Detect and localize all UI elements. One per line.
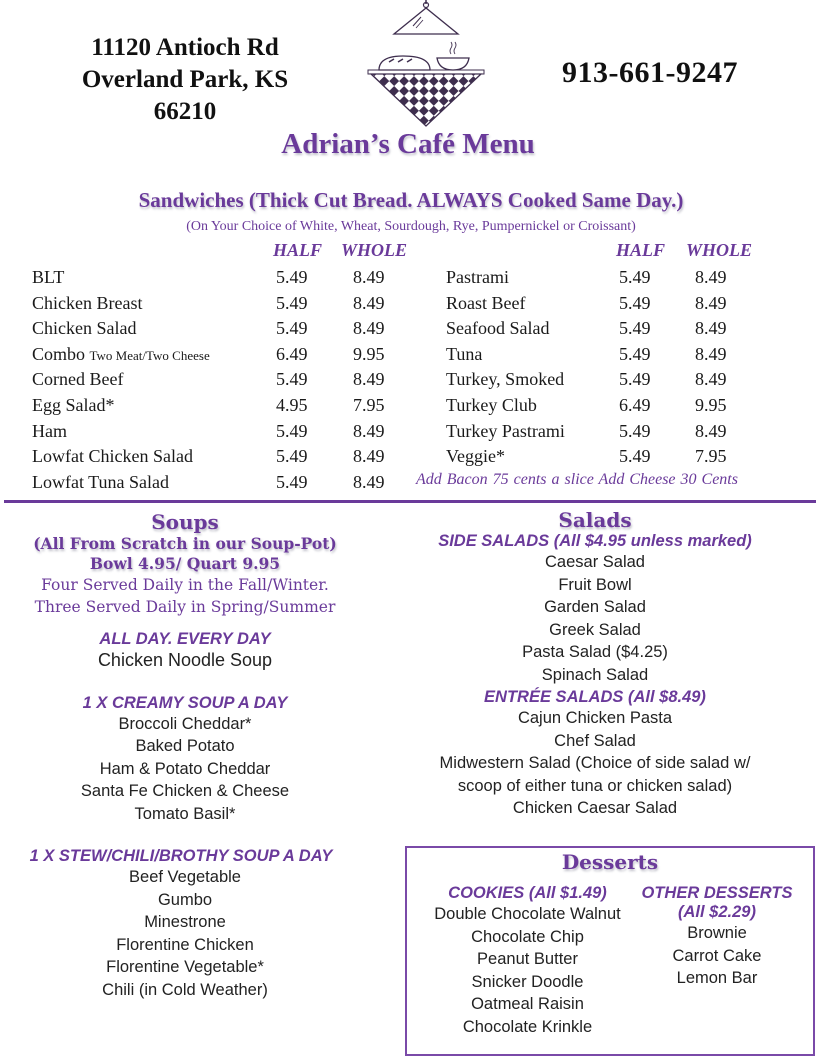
- cookies-list: [415, 903, 640, 1038]
- sandwich-name: Turkey Pastrami: [446, 420, 565, 441]
- col-whole-left: WHOLE: [341, 240, 408, 260]
- dessert-item: Carrot Cake: [672, 946, 762, 965]
- half-price: 5.49: [619, 446, 651, 467]
- everyday-list: [0, 649, 370, 672]
- col-half-left: HALF: [273, 240, 323, 260]
- whole-price: 7.95: [353, 395, 385, 415]
- sandwich-name-text: BLT: [32, 267, 65, 287]
- entree-salads-heading: ENTRÉE SALADS (All $8.49): [484, 688, 706, 706]
- sandwich-row: [32, 419, 402, 445]
- sandwich-row: [32, 316, 402, 342]
- address-block: [60, 32, 310, 128]
- sandwich-name: Roast Beef: [446, 292, 526, 313]
- soups-section: [0, 510, 370, 1001]
- stew-heading: 1 X STEW/CHILI/BROTHY SOUP A DAY: [29, 847, 333, 865]
- salads-heading: Salads: [558, 508, 632, 532]
- half-price: 5.49: [619, 420, 651, 441]
- address-street: 11120 Antioch Rd: [91, 34, 279, 61]
- half-price: 5.49: [276, 292, 308, 313]
- half-price: 5.49: [619, 369, 651, 390]
- side-salads-list: [405, 551, 785, 686]
- cookies-column: [415, 884, 640, 1038]
- sandwich-row: [446, 316, 776, 342]
- half-price: 5.49: [619, 318, 651, 339]
- bread-choices-note: (On Your Choice of White, Wheat, Sourdough, Rye, Pumpernickel or Croissant): [186, 219, 636, 234]
- soups-price: Bowl 4.95/ Quart 9.95: [89, 554, 281, 573]
- half-price: 5.49: [276, 267, 308, 287]
- salads-section: [405, 508, 785, 820]
- sandwich-name: [32, 393, 115, 417]
- desserts-section: [405, 846, 815, 1056]
- whole-price: 8.49: [695, 343, 727, 364]
- section-divider: [4, 500, 816, 503]
- sandwich-name: Turkey Club: [446, 395, 537, 415]
- sandwich-note: Two Meat/Two Cheese: [89, 347, 210, 363]
- half-price: 5.49: [276, 369, 308, 390]
- sandwich-row: [32, 393, 402, 419]
- sandwich-name-text: Ham: [32, 420, 67, 441]
- whole-price: 8.49: [353, 267, 385, 287]
- cookie-item: Chocolate Krinkle: [462, 1017, 593, 1036]
- whole-price: 9.95: [695, 395, 727, 415]
- sandwich-name: [32, 470, 169, 494]
- soup-item: Chili (in Cold Weather): [102, 980, 268, 999]
- half-price: 5.49: [619, 292, 651, 313]
- address-zip: 66210: [153, 98, 217, 125]
- whole-price: 8.49: [353, 446, 385, 467]
- cookie-item: Double Chocolate Walnut: [434, 905, 621, 923]
- side-salads-heading: SIDE SALADS (All $4.95 unless marked): [438, 532, 752, 550]
- sandwich-name: Veggie*: [446, 446, 505, 467]
- sandwich-row: [32, 470, 402, 496]
- sandwich-name-text: Combo: [32, 343, 86, 364]
- sandwich-name: Seafood Salad: [446, 318, 550, 339]
- soup-item: Florentine Vegetable*: [106, 958, 264, 976]
- sandwich-row: [32, 367, 402, 393]
- soup-item: Broccoli Cheddar*: [118, 714, 252, 733]
- salad-item: Spinach Salad: [541, 665, 649, 684]
- half-price: 5.49: [276, 318, 308, 339]
- sandwich-name: [32, 316, 136, 340]
- other-desserts-heading: OTHER DESSERTS: [641, 884, 793, 902]
- soup-item: Florentine Chicken: [116, 935, 254, 954]
- sandwich-name: [32, 265, 64, 289]
- salad-item: Chef Salad: [554, 731, 636, 750]
- whole-price: 8.49: [695, 292, 727, 313]
- salad-item: Chicken Caesar Salad: [512, 799, 678, 817]
- sandwich-name: [32, 444, 193, 468]
- addons-note: Add Bacon 75 cents a slice Add Cheese 30 Cents: [416, 471, 738, 488]
- cookie-item: Snicker Doodle: [471, 972, 584, 991]
- phone-number[interactable]: 913-661-9247: [562, 56, 738, 89]
- sandwich-name-text: Egg Salad*: [32, 395, 115, 415]
- sandwich-row: [446, 367, 776, 393]
- whole-price: 8.49: [695, 267, 727, 287]
- sandwich-name: [32, 342, 210, 368]
- whole-price: 9.95: [353, 343, 385, 364]
- soup-item: Tomato Basil*: [134, 804, 236, 823]
- sandwich-name: Pastrami: [446, 267, 509, 287]
- sandwich-name: Tuna: [446, 343, 483, 364]
- whole-price: 8.49: [353, 420, 385, 441]
- sandwich-name-text: Chicken Breast: [32, 292, 143, 313]
- sandwich-name: [32, 367, 123, 391]
- soup-item: Gumbo: [157, 890, 213, 909]
- half-price: 4.95: [276, 395, 308, 415]
- creamy-list: [0, 713, 370, 826]
- address-city: Overland Park, KS: [81, 66, 289, 93]
- soup-item: Minestrone: [144, 913, 226, 931]
- soup-item: Santa Fe Chicken & Cheese: [80, 782, 290, 800]
- sandwich-name: Turkey, Smoked: [446, 369, 565, 390]
- sandwich-row: [446, 419, 776, 445]
- whole-price: 8.49: [695, 369, 727, 390]
- half-price: 5.49: [276, 471, 308, 492]
- salad-item: Midwestern Salad (Choice of side salad w/: [439, 754, 751, 772]
- soup-item: Ham & Potato Cheddar: [99, 759, 271, 778]
- col-half-right: HALF: [616, 240, 666, 260]
- desserts-heading: Desserts: [561, 850, 659, 874]
- sandwich-name-text: Corned Beef: [32, 369, 124, 390]
- other-desserts-column: [629, 884, 805, 990]
- cafe-logo-icon: [363, 0, 489, 128]
- sandwich-row: [446, 444, 776, 470]
- stew-list: [0, 866, 370, 1001]
- salad-item: Cajun Chicken Pasta: [517, 709, 673, 727]
- whole-price: 8.49: [353, 318, 385, 339]
- cookie-item: Chocolate Chip: [471, 927, 584, 946]
- whole-price: 8.49: [695, 318, 727, 339]
- col-whole-right: WHOLE: [686, 240, 753, 260]
- whole-price: 8.49: [353, 292, 385, 313]
- salad-item: Fruit Bowl: [558, 575, 632, 594]
- soups-spring-note: Three Served Daily in Spring/Summer: [34, 598, 336, 616]
- sandwich-row: [32, 342, 402, 368]
- sandwich-row: [446, 342, 776, 368]
- soup-item: Beef Vegetable: [129, 868, 241, 886]
- salad-item: Greek Salad: [549, 620, 641, 639]
- half-price: 5.49: [619, 267, 651, 287]
- whole-price: 8.49: [695, 420, 727, 441]
- soups-scratch-note: (All From Scratch in our Soup-Pot): [33, 534, 337, 553]
- sandwiches-heading: Sandwiches (Thick Cut Bread. ALWAYS Cooked Same Day.): [138, 188, 684, 212]
- soup-item: Baked Potato: [135, 737, 235, 755]
- cookie-item: Oatmeal Raisin: [471, 995, 584, 1013]
- half-price: 5.49: [276, 446, 308, 467]
- salad-item: Garden Salad: [544, 598, 646, 616]
- soup-item: Chicken Noodle Soup: [97, 650, 273, 670]
- sandwich-name: [32, 419, 67, 443]
- whole-price: 8.49: [353, 471, 385, 492]
- sandwich-row: [32, 444, 402, 470]
- salad-item: Caesar Salad: [545, 553, 645, 571]
- soups-heading: Soups: [151, 510, 219, 534]
- salad-item: Pasta Salad ($4.25): [522, 643, 668, 661]
- other-desserts-list: [629, 922, 805, 990]
- sandwich-row: [32, 265, 402, 291]
- sandwich-name-text: Lowfat Tuna Salad: [32, 471, 169, 492]
- half-price: 6.49: [276, 343, 308, 364]
- sandwich-row: [446, 393, 776, 419]
- creamy-heading: 1 X CREAMY SOUP A DAY: [82, 693, 288, 712]
- whole-price: 8.49: [353, 369, 385, 390]
- dessert-item: Brownie: [687, 924, 747, 942]
- salad-item: scoop of either tuna or chicken salad): [457, 776, 733, 795]
- half-price: 5.49: [276, 420, 308, 441]
- entree-salads-list: [405, 707, 785, 820]
- sandwich-name-text: Chicken Salad: [32, 318, 137, 339]
- dessert-item: Lemon Bar: [676, 969, 758, 987]
- sandwich-name-text: Lowfat Chicken Salad: [32, 446, 193, 467]
- sandwich-row: [446, 291, 776, 317]
- half-price: 5.49: [619, 343, 651, 364]
- other-desserts-price: (All $2.29): [678, 903, 756, 921]
- soups-fall-note: Four Served Daily in the Fall/Winter.: [41, 576, 329, 594]
- sandwich-row: [32, 291, 402, 317]
- cookies-heading: COOKIES (All $1.49): [448, 884, 607, 902]
- everyday-heading: ALL DAY. EVERY DAY: [99, 630, 271, 648]
- menu-title: Adrian’s Café Menu: [281, 128, 535, 160]
- sandwich-row: [446, 265, 776, 291]
- half-price: 6.49: [619, 395, 651, 415]
- cookie-item: Peanut Butter: [477, 950, 578, 968]
- sandwich-name: [32, 291, 142, 315]
- whole-price: 7.95: [695, 446, 727, 467]
